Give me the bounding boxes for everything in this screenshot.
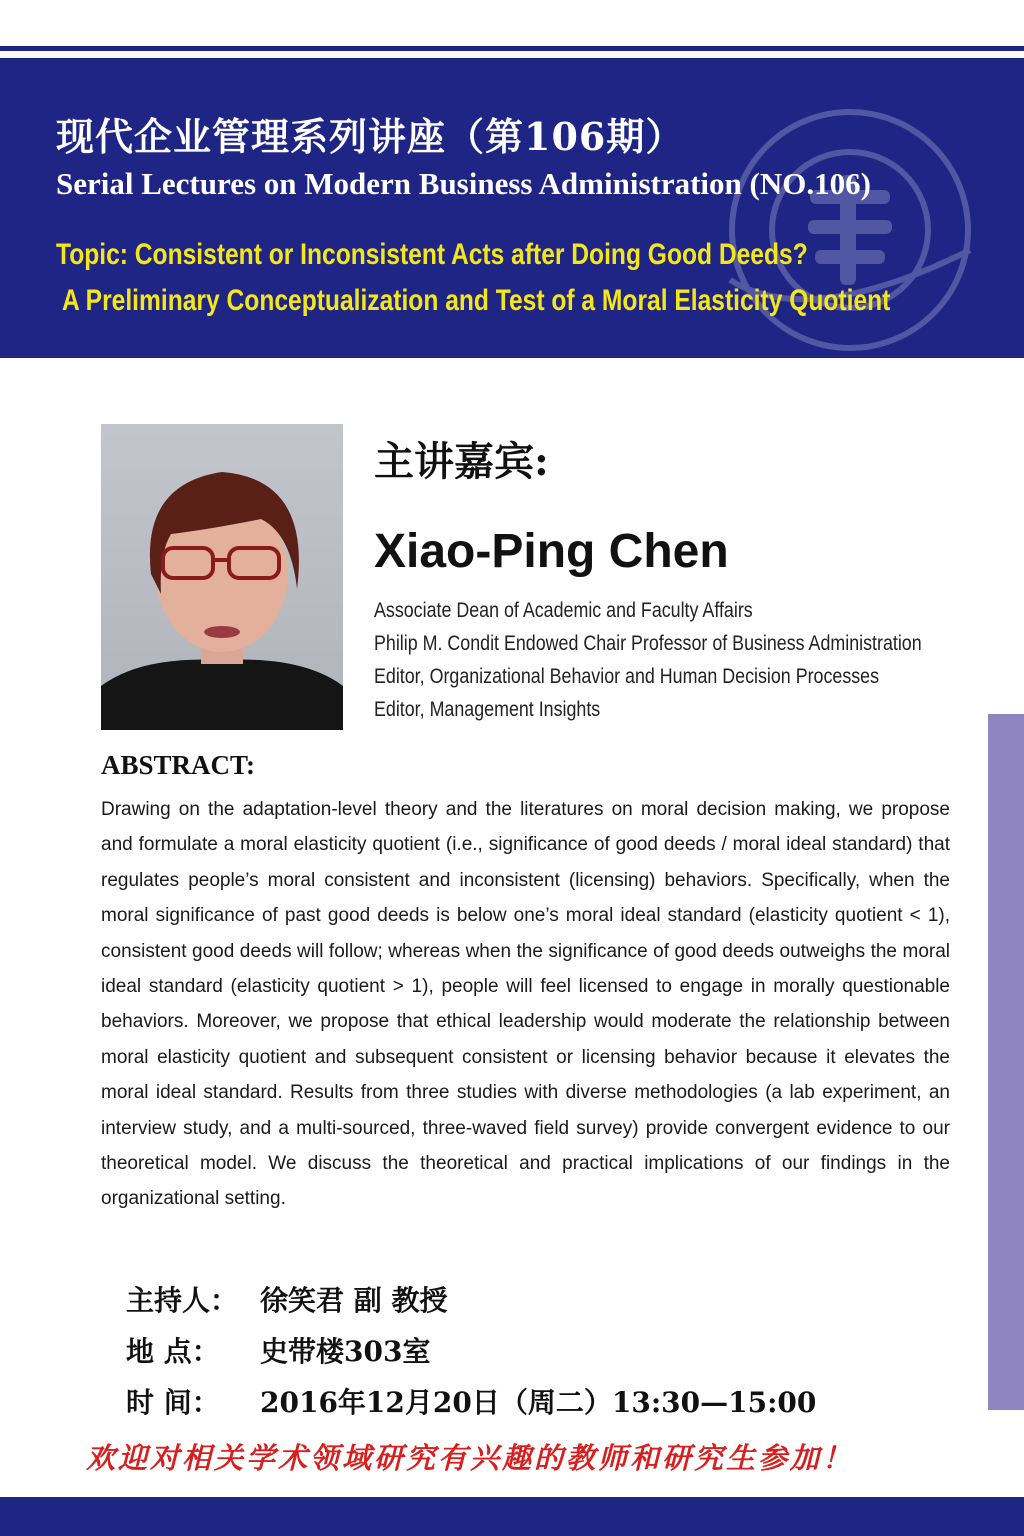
welcome-message: 欢迎对相关学术领域研究有兴趣的教师和研究生参加！ xyxy=(86,1441,855,1475)
speaker-title-item: Editor, Management Insights xyxy=(374,698,601,721)
host-value: 徐笑君 副 教授 xyxy=(260,1284,448,1317)
speaker-titles-list xyxy=(374,597,1018,729)
bottom-band xyxy=(0,1497,1024,1536)
location-value: 史带楼303室 xyxy=(260,1335,431,1368)
time-row xyxy=(126,1381,816,1421)
topic-line-1: Topic: Consistent or Inconsistent Acts after Doing Good Deeds? xyxy=(56,238,808,271)
speaker-portrait-image xyxy=(101,424,343,730)
time-label: 时 间： xyxy=(126,1386,220,1419)
abstract-body: Drawing on the adaptation-level theory and the literatures on moral decision making, we propose and formulate a moral elasticity quotient (i.e., significance of good deeds / moral ideal standard) that regulates people’s moral consistent and inconsistent (licensing) behaviors. Specifically, when the moral significance of past good deeds is below one’s moral ideal standard (elasticity quotient < 1), consistent good deeds will follow; whereas when the significance of good deeds outweighs the moral ideal standard (elasticity quotient > 1), people will feel licensed to engage in morally questionable behaviors. Moreover, we propose that ethical leadership would moderate the relationship between moral elasticity quotient and subsequent consistent or licensing behavior because it elevates the moral ideal standard. Results from three studies with diverse methodologies (a lab experiment, an interview study, and a multi-sourced, three-waved field survey) provide convergent evidence to our theoretical model. We discuss the theoretical and practical implications of our findings in the organizational setting. xyxy=(101,799,950,1210)
speaker-name: Xiao-Ping Chen xyxy=(374,525,729,578)
speaker-title-item: Associate Dean of Academic and Faculty Affairs xyxy=(374,599,753,622)
header-band xyxy=(0,58,1024,358)
location-row xyxy=(126,1330,430,1370)
host-row xyxy=(126,1279,448,1319)
location-label: 地 点： xyxy=(126,1335,220,1368)
topic-line-2: A Preliminary Conceptualization and Test of a Moral Elasticity Quotient xyxy=(62,284,891,317)
top-stripe xyxy=(0,46,1024,51)
decorative-side-bar xyxy=(988,714,1024,1410)
lecture-series-title-cn: 现代企业管理系列讲座（第106期） xyxy=(56,114,685,159)
lecture-series-title-en: Serial Lectures on Modern Business Administration (NO.106) xyxy=(56,166,871,201)
speaker-title-item: Philip M. Condit Endowed Chair Professor of Business Administration xyxy=(374,632,922,655)
speaker-label: 主讲嘉宾: xyxy=(374,438,549,485)
time-value: 2016年12月20日（周二）13:30—15:00 xyxy=(260,1386,817,1419)
speaker-photo xyxy=(101,424,343,730)
speaker-title-item: Editor, Organizational Behavior and Human Decision Processes xyxy=(374,665,880,688)
host-label: 主持人： xyxy=(126,1284,239,1317)
abstract-heading: ABSTRACT: xyxy=(101,750,256,780)
